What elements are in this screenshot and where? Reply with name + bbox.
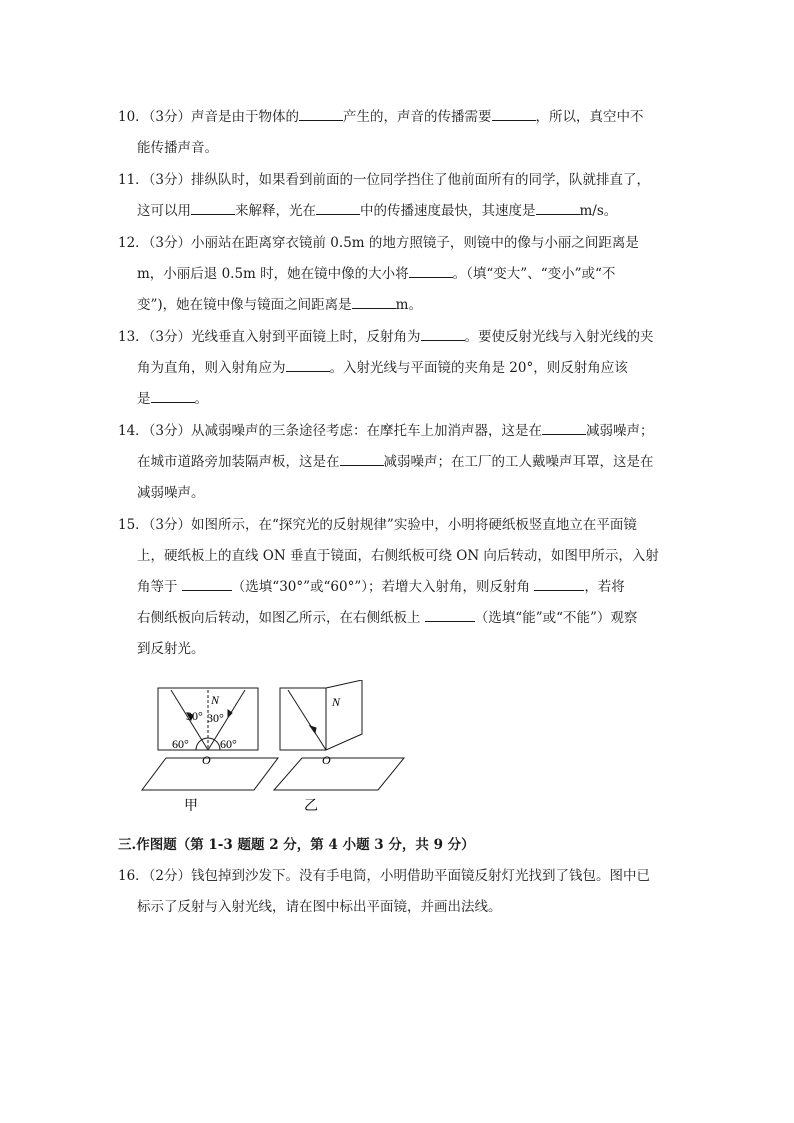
mirror-plane-right bbox=[274, 758, 404, 790]
q11-line2 bbox=[137, 199, 617, 219]
label-angle-30-left: 30° bbox=[186, 709, 203, 723]
q10-line2: 能传播声音。 bbox=[137, 140, 218, 156]
q10-blank-1[interactable] bbox=[299, 108, 343, 121]
q14-text: 减弱噪声；在工厂的工人戴噪声耳罩，这是在 bbox=[383, 454, 654, 470]
caption-jia: 甲 bbox=[184, 799, 198, 814]
q16-line1: 16．（2分）钱包掉到沙发下。没有手电筒，小明借助平面镜反射灯光找到了钱包。图中已 bbox=[118, 868, 651, 884]
q11-text: 这可以用 bbox=[137, 203, 191, 219]
q11-blank-1[interactable] bbox=[191, 202, 235, 215]
q15-text: 右侧纸板向后转动，如图乙所示，在右侧纸板上 bbox=[137, 610, 421, 626]
label-angle-60-right: 60° bbox=[220, 737, 237, 751]
q15-blank-3[interactable] bbox=[425, 609, 475, 622]
q13-text: 是 bbox=[137, 391, 151, 407]
cardboard-right-panel-rotated bbox=[326, 680, 362, 750]
q12-text: m，小丽后退 0.5m 时，她在镜中像的大小将 bbox=[137, 266, 409, 282]
q12-line1: 12．（3分）小丽站在距离穿衣镜前 0.5m 的地方照镜子，则镜中的像与小丽之间距离是 bbox=[118, 235, 639, 251]
q15-text: ，若将 bbox=[584, 579, 625, 595]
q14-blank-2[interactable] bbox=[340, 453, 384, 466]
q12-blank-3[interactable] bbox=[352, 296, 396, 309]
q15-line3 bbox=[137, 575, 625, 595]
reflection-figure bbox=[136, 680, 416, 820]
label-angle-60-left: 60° bbox=[172, 737, 189, 751]
q13-text: 。 bbox=[194, 391, 208, 407]
q14-line2 bbox=[137, 450, 654, 470]
q14-blank-1[interactable] bbox=[542, 422, 586, 435]
label-n-left: N bbox=[211, 693, 220, 707]
q12-line2 bbox=[137, 262, 615, 282]
q15-line2: 上，硬纸板上的直线 ON 垂直于镜面，右侧纸板可绕 ON 向后转动，如图甲所示，入射 bbox=[137, 548, 659, 564]
section-3-title: 三.作图题（第 1-3 题题 2 分，第 4 小题 3 分，共 9 分） bbox=[118, 837, 475, 853]
q11-text: 中的传播速度最快，其速度是 bbox=[360, 203, 536, 219]
caption-yi: 乙 bbox=[304, 799, 318, 814]
q13-blank-1[interactable] bbox=[421, 328, 465, 341]
q12-text: m。 bbox=[395, 297, 422, 313]
q11-blank-3[interactable] bbox=[536, 202, 580, 215]
q13-blank-3[interactable] bbox=[151, 390, 195, 403]
q13-blank-2[interactable] bbox=[286, 359, 330, 372]
q14-text: 在城市道路旁加装隔声板，这是在 bbox=[137, 454, 340, 470]
q10-text: 10．（3分）声音是由于物体的 bbox=[118, 109, 300, 125]
q14-text: 减弱噪声； bbox=[586, 423, 654, 439]
q11-text: 来解释，光在 bbox=[235, 203, 316, 219]
q16-line2: 标示了反射与入射光线，请在图中标出平面镜，并画出法线。 bbox=[137, 899, 502, 915]
q11-text: m/s。 bbox=[579, 203, 618, 219]
q11-blank-2[interactable] bbox=[316, 202, 360, 215]
q13-text: 。入射光线与平面镜的夹角是 20°，则反射角应该 bbox=[329, 360, 628, 376]
q15-text: （选填“能”或“不能”）观察 bbox=[474, 610, 638, 626]
label-o-right: O bbox=[322, 753, 331, 767]
figure-jia bbox=[142, 688, 278, 790]
q12-text: 。（填“变大”、“变小”或“不 bbox=[452, 266, 616, 282]
q13-text: 13．（3分）光线垂直入射到平面镜上时，反射角为 bbox=[118, 329, 421, 345]
q15-blank-1[interactable] bbox=[182, 578, 232, 591]
q14-line3: 减弱噪声。 bbox=[137, 485, 205, 501]
q15-line4 bbox=[137, 606, 637, 626]
q10-blank-2[interactable] bbox=[492, 108, 536, 121]
q14-text: 14．（3分）从减弱噪声的三条途径考虑：在摩托车上加消声器，这是在 bbox=[118, 423, 543, 439]
q15-line5: 到反射光。 bbox=[137, 641, 205, 657]
q10-text: ，所以，真空中不 bbox=[535, 109, 644, 125]
q12-blank-2[interactable] bbox=[409, 265, 453, 278]
q12-text: 变”)，她在镜中像与镜面之间距离是 bbox=[137, 297, 352, 313]
q14-line1 bbox=[118, 419, 654, 439]
q15-text: 角等于 bbox=[137, 579, 178, 595]
q11-line1: 11．（3分）排纵队时，如果看到前面的一位同学挡住了他前面所有的同学，队就排直了， bbox=[118, 172, 651, 188]
q15-line1: 15．（3分）如图所示，在“探究光的反射规律”实验中，小明将硬纸板竖直地立在平面镜 bbox=[118, 517, 637, 533]
q13-line3 bbox=[137, 387, 208, 407]
q12-line3 bbox=[137, 293, 422, 313]
q15-blank-2[interactable] bbox=[534, 578, 584, 591]
label-n-right: N bbox=[332, 695, 341, 709]
q10-line1 bbox=[118, 105, 644, 125]
q13-line2 bbox=[137, 356, 628, 376]
q13-line1 bbox=[118, 325, 654, 345]
q10-text: 产生的，声音的传播需要 bbox=[343, 109, 492, 125]
q13-text: 。要使反射光线与入射光线的夹 bbox=[464, 329, 654, 345]
label-o-left: O bbox=[202, 753, 211, 767]
q15-text: （选填“30°”或“60°”）；若增大入射角，则反射角 bbox=[231, 579, 531, 595]
q13-text: 角为直角，则入射角应为 bbox=[137, 360, 286, 376]
cardboard-left-panel bbox=[280, 688, 326, 750]
label-angle-30-right: 30° bbox=[207, 711, 224, 725]
